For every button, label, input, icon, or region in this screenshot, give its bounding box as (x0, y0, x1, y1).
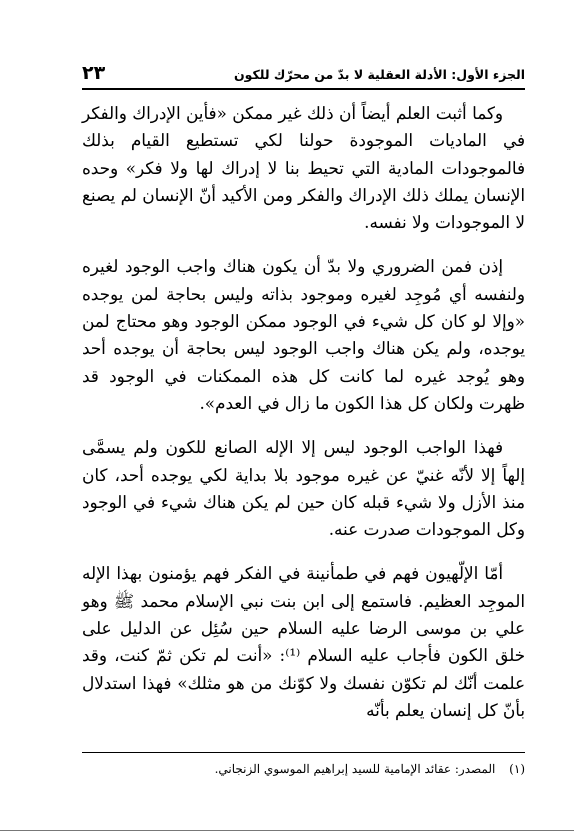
paragraph: أمّا الإلّهيون فهم في طمأنينة في الفكر فهم يؤمنون بهذا الإله الموجِد العظيم. فاستمع إلى ابن بنت نبي الإسلام محمد ﷺ وهو علي بن موسى الرضا عليه السلام حين سُئِل عن الدليل على خلق الكون فأجاب عليه السلام ⁽¹⁾: «أنت لم تكن ثمّ كنت، وقد علمت أنّك لم تكوّن نفسك ولا كوّنك من هو مثلك» فهذا استدلال بأنّ كل إنسان يعلم بأنّه (82, 563, 525, 720)
paragraph: فهذا الواجب الوجود ليس إلا الإله الصانع للكون ولم يسمَّى إلهاً إلا لأنّه غنيّ عن غيره موجود بلا بداية لكي يوجده أحد، كان منذ الأزل ولا شيء قبله كان حين لم يكن هناك شيء في الوجود وكل الموجودات صدرت عنه. (82, 437, 525, 540)
page-header (82, 50, 525, 86)
footnote (82, 758, 525, 780)
header-rule (82, 88, 525, 90)
footnote-number: (١) (509, 762, 525, 776)
footnote-rule (82, 752, 525, 753)
footnote-text: المصدر: عقائد الإمامية للسيد إبراهيم الموسوي الزنجاني. (214, 762, 496, 776)
paragraph: إذن فمن الضروري ولا بدّ أن يكون هناك واجب الوجود لغيره ولنفسه أي مُوجِد لغيره وموجود بذاته وليس بحاجة لمن يوجده «وإلا لو كان كل شيء في الوجود ممكن الوجود وهو محتاج لمن يوجده، ولم يكن هناك واجب الوجود ليس بحاجة أن يوجده أحد وهو يُوجد غيره لما كانت كل هذه الممكنات في الوجود قد ظهرت ولكان كل هذا الكون ما زال في العدم». (82, 256, 525, 413)
body-text (82, 100, 525, 741)
page-bottom-line (0, 830, 574, 831)
page-number: ٢٣ (82, 62, 106, 84)
running-title: الجزء الأول: الأدلة العقلية لا بدّ من محرّك للكون (233, 67, 525, 82)
paragraph: وكما أثبت العلم أيضاً أن ذلك غير ممكن «فأين الإدراك والفكر في الماديات الموجودة حولنا لكي تستطيع القيام بذلك فالموجودات المادية التي تحيط بنا لا إدراك لها ولا فكر» وحده الإنسان يملك ذلك الإدراك والفكر ومن الأكيد أنّ الإنسان لم يصنع لا الموجودات ولا نفسه. (82, 103, 525, 233)
